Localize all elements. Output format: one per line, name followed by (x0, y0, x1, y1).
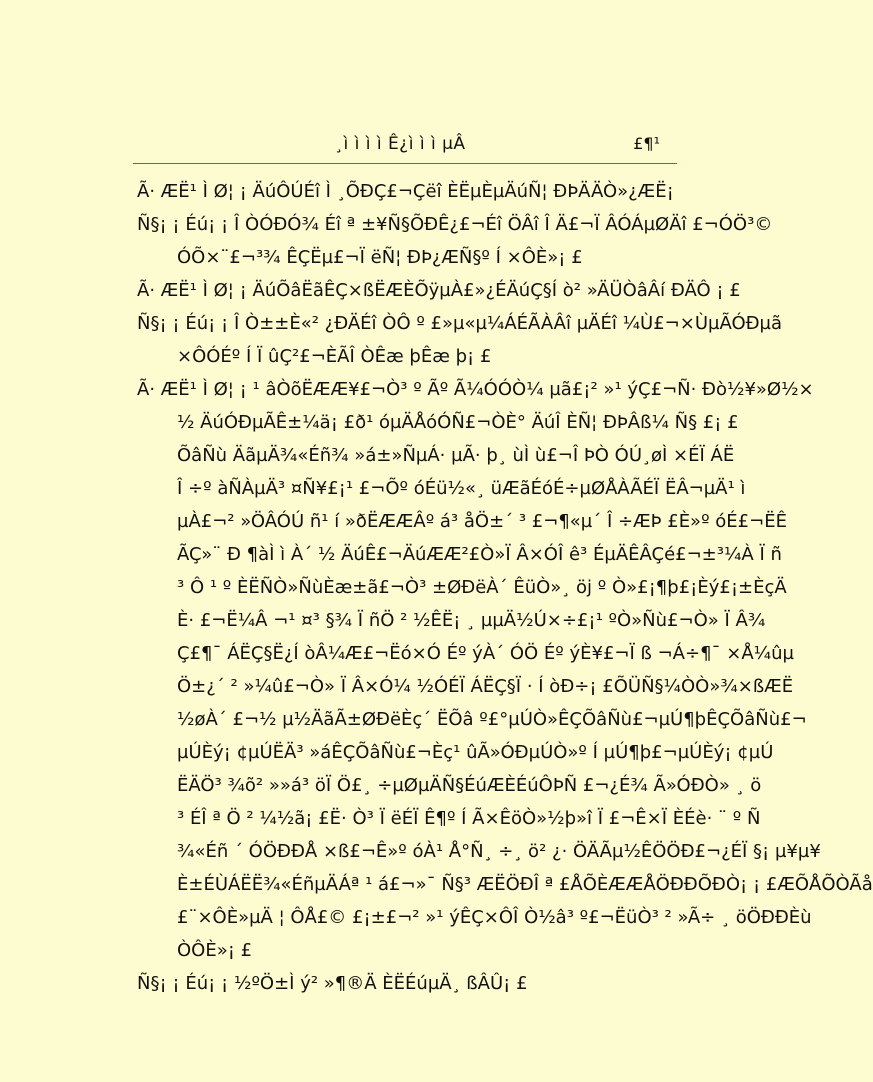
text-line: Ã· ÆË¹ Ì Ø¦ ¡ ¹ âÒõËÆÆ¥£¬Ò³ º Ãº Ã¼ÓÓÒ¼ µã£¡² »¹ ýÇ£¬Ñ· Ðò½¥»Ø½× (137, 379, 814, 400)
text-line: ËÄÖ³ ¾õ² »»á³ öÏ Ö£¸ ÷µØµÄÑ§ÉúÆÈÉúÔÞÑ £¬¿É¾ Ã»ÓÐÒ» ¸ ö (177, 775, 762, 796)
header-rule (133, 163, 677, 164)
text-line: µÀ£¬² »ÖÂÓÚ ñ¹ í »ðËÆÆÂº á³ åÖ±´ ³ £¬¶«µ´ Î ÷ÆÞ £È»º óÉ£¬ËÊ (177, 511, 787, 532)
text-line: ³ ÉÎ ª Ö ² ¼½ã¡ £Ë· Ò³ Ï ëÉÏ Ê¶º Í Ã×ÊöÒ»½þ»î Ï £¬Ê×Ï ÈÉè· ¨ º Ñ (177, 808, 761, 829)
body-text (137, 175, 873, 1000)
text-line: ½øÀ´ £¬½ µ½ÄãÃ±ØÐëÈç´ ËÕâ º£°µÚÒ»ÊÇÕâÑù£¬µÚ¶þÊÇÕâÑù£¬ (177, 709, 807, 730)
page-number: £¶¹ (633, 134, 660, 153)
text-line: ÒÔÈ»¡ £ (177, 940, 253, 961)
text-line: ¾«Éñ ´ ÓÖÐÐÅ ×ß£¬Ê»º óÀ¹ Å°Ñ¸ ÷¸ ö² ¿· ÖÄÃµ½ÊÖÖÐ£¬¿ÉÏ §¡ µ¥µ¥ (177, 841, 821, 862)
text-line: £¨×ÔÈ»µÄ ¦ ÔÅ£© £¡±£¬² »¹ ýÊÇ×ÔÎ Ò½â³ º£¬ËüÒ³ ² »Ã÷ ¸ öÖÐÐÈù (177, 907, 812, 928)
text-line: ½ ÄúÓÐµÃÊ±¼ä¡ £ð¹ óµÄÅóÓÑ£¬ÒÈ° ÄúÎ ÈÑ¦ ÐÞÂß¼ Ñ§ £¡ £ (177, 412, 739, 433)
text-line: È· £¬Ë¼Â ¬¹ ¤³ §¾ Ï ñÖ ² ½ÊË¡ ¸ µµÄ½Ú×÷£¡¹ ºÒ»Ñù£¬Ò» Ï Â¾ (177, 610, 766, 631)
text-line: Ã· ÆË¹ Ì Ø¦ ¡ ÄúÔÚÉî Ì ¸ÕÐÇ£¬Çëî ÈËµÈµÄúÑ¦ ÐÞÄÄÒ»¿ÆË¡ (137, 181, 674, 202)
text-line: Ñ§¡ ¡ Éú¡ ¡ Î ÒÓÐÓ¾ Éî ª ±¥Ñ§ÕÐÊ¿£¬Éî ÖÂî Î Ä£¬Ï ÂÓÁµØÄî £¬ÓÖ³© (137, 214, 773, 235)
text-line: Î ÷º àÑÀµÄ³ ¤Ñ¥£¡¹ £¬Õº óÉü½«¸ üÆãÉóÉ÷µØÅÀÃÉÏ ËÂ¬µÄ¹ ì (177, 478, 746, 499)
text-line: µÚÈý¡ ¢µÚËÄ³ »áÊÇÕâÑù£¬Èç¹ ûÃ»ÓÐµÚÒ»º Í µÚ¶þ£¬µÚÈý¡ ¢µÚ (177, 742, 774, 763)
text-line: Ñ§¡ ¡ Éú¡ ¡ Î Ò±±È«² ¿ÐÄÉî ÒÔ º £»µ«µ¼ÁÉÃÀÂî µÄÉî ¼Ù£¬×ÙµÃÓÐµã (137, 313, 783, 334)
text-line: Ñ§¡ ¡ Éú¡ ¡ ½ºÖ±Ì ý² »¶®Ä ÈËÉúµÄ¸ ßÂÛ¡ £ (137, 973, 528, 994)
text-line: ×ÔÓÉº Í Ï ûÇ²£¬ÈÃÎ ÒÊæ þÊæ þ¡ £ (177, 346, 492, 367)
running-header: ¸ì ì ì ì Ê¿ì ì ì µÂ (334, 134, 466, 154)
text-line: ÃÇ»¨ Ð ¶àÌ ì À´ ½ ÄúÊ£¬ÄúÆÆ²£Ò»Ï Â×ÓÎ ê³ ÉµÄÊÂÇé£¬±³¼À Ï ñ (177, 544, 782, 565)
text-line: ÓÕ×¨£¬³¾ ÊÇËµ£¬Ï ëÑ¦ ÐÞ¿ÆÑ§º Í ×ÔÈ»¡ £ (177, 247, 583, 268)
text-line: Ã· ÆË¹ Ì Ø¦ ¡ ÄúÕâËãÊÇ×ßËÆÈÕÿµÀ£»¿ÉÄúÇ§Í ò² »ÄÜÒâÂí ÐÄÔ ¡ £ (137, 280, 741, 301)
text-line: ³ Ô ¹ º ÈËÑÒ»ÑùÈæ±ã£¬Ò³ ±ØÐëÀ´ ÊüÒ»¸ öj º Ò»£¡¶þ£¡Èý£¡±ÈçÄ (177, 577, 787, 598)
text-line: Ç£¶¯ ÁËÇ§Ë¿Í òÂ¼Æ£¬Ëó×Ó Éº ýÀ´ ÓÖ Éº ýÈ¥£¬Ï ß ¬Á÷¶¯ ×Å¼ûµ (177, 643, 794, 664)
text-line: ÕâÑù ÄãµÄ¾«Éñ¾ »á±»ÑµÁ· µÃ· þ¸ ùÌ ù£¬Î ÞÒ ÓÚ¸øÌ ×ÉÏ ÁË (177, 445, 735, 466)
text-line: È±ÉÙÁËË¾«ÉñµÄÁª ¹ á£¬»¯ Ñ§³ ÆËÖÐÎ ª £ÅÕÈÆÆÅÖÐÐÕÐÒ¡ ¡ £ÆÕÅÕÒÃå (177, 874, 873, 895)
text-line: Ö±¿´ ² »¼û£¬Ò» Ï Â×Ó¼ ½ÓÉÏ ÁËÇ§Ï · Í òÐ÷¡ £ÕÜÑ§¼ÒÒ»¾×ßÆË (177, 676, 794, 697)
